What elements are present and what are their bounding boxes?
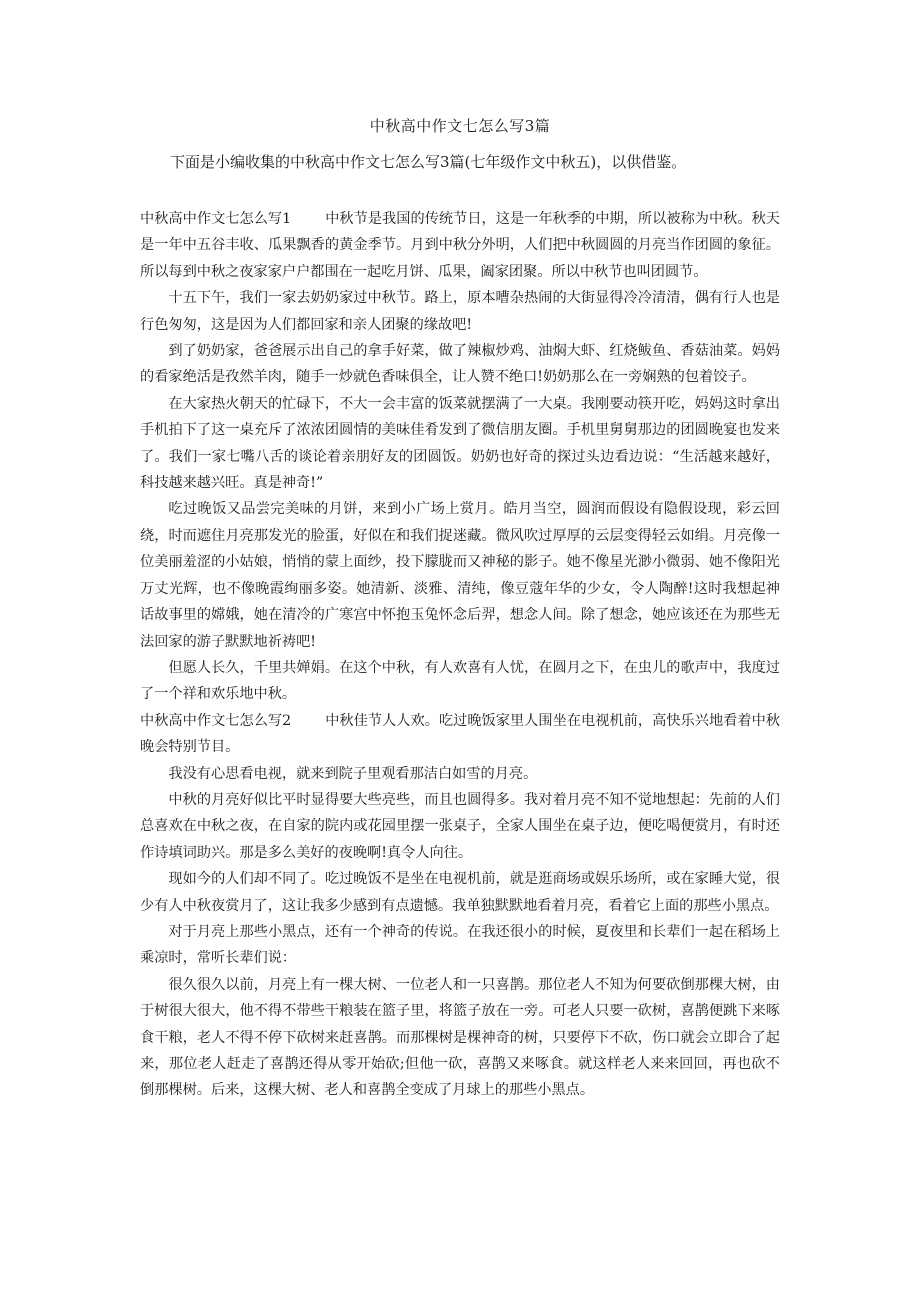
- section-2-opening: [140, 708, 780, 761]
- document-title: 中秋高中作文七怎么写3篇: [369, 117, 551, 135]
- paragraph: 到了奶奶家，爸爸展示出自己的拿手好菜，做了辣椒炒鸡、油焖大虾、红烧鲅鱼、香菇油菜。妈妈的看家绝活是孜然羊肉，随手一炒就色香味俱全，让人赞不绝口!奶奶那么在一旁娴熟的包着饺子。: [140, 343, 780, 386]
- section-1-heading: 中秋高中作文七怎么写1: [140, 211, 292, 227]
- paragraph: 吃过晚饭又品尝完美味的月饼，来到小广场上赏月。皓月当空，圆润而假设有隐假设现，彩云回绕，时而遮住月亮那发光的脸蛋，好似在和我们捉迷藏。微风吹过厚厚的云层变得轻云如绢。月亮像一位美丽羞涩的小姑娘，悄悄的蒙上面纱，投下朦胧而又神秘的影子。她不像星光渺小微弱、她不像阳光万丈光辉，也不像晚霞绚丽多姿。她清新、淡雅、清纯，像豆蔻年华的少女，令人陶醉!这时我想起神话故事里的嫦娥，她在清冷的广寒宫中怀抱玉兔怀念后羿，想念人间。除了想念，她应该还在为那些无法回家的游子默默地祈祷吧!: [140, 501, 780, 650]
- paragraph: 很久很久以前，月亮上有一棵大树、一位老人和一只喜鹊。那位老人不知为何要砍倒那棵大树，由于树很大很大，他不得不带些干粮装在篮子里，将篮子放在一旁。可老人只要一砍树，喜鹊便跳下来啄食干粮，老人不得不停下砍树来赶喜鹊。而那棵树是棵神奇的树，只要停下不砍，伤口就会立即合了起来，那位老人赶走了喜鹊还得从零开始砍;但他一砍，喜鹊又来啄食。就这样老人来来回回，再也砍不倒那棵树。后来，这棵大树、老人和喜鹊全变成了月球上的那些小黑点。: [140, 976, 780, 1099]
- article-body: [140, 206, 780, 1104]
- section-1-first-text: 中秋节是我国的传统节日，这是一年秋季的中期，所以被称为中秋。秋天是一年中五谷丰收、瓜果飘香的黄金季节。月到中秋分外明，人们把中秋圆圆的月亮当作团圆的象征。所以每到中秋之夜家家户户都围在一起吃月饼、瓜果，阖家团聚。所以中秋节也叫团圆节。: [140, 211, 780, 280]
- paragraph: 中秋的月亮好似比平时显得要大些亮些，而且也圆得多。我对着月亮不知不觉地想起：先前的人们总喜欢在中秋之夜，在自家的院内或花园里摆一张桌子，全家人围坐在桌子边，便吃喝便赏月，有时还作诗填词助兴。那是多么美好的夜晚啊!真令人向往。: [140, 791, 780, 861]
- section-2-first-text: 中秋佳节人人欢。吃过晚饭家里人围坐在电视机前，高快乐兴地看着中秋晚会特别节目。: [140, 712, 780, 756]
- document-intro: 下面是小编收集的中秋高中作文七怎么写3篇(七年级作文中秋五)，以供借鉴。: [170, 153, 687, 171]
- section-1-opening: [140, 206, 780, 285]
- paragraph: 现如今的人们却不同了。吃过晚饭不是坐在电视机前，就是逛商场或娱乐场所，或在家睡大觉，很少有人中秋夜赏月了，这让我多少感到有点遗憾。我单独默默地看着月亮，看着它上面的那些小黑点。: [140, 871, 780, 914]
- paragraph: 十五下午，我们一家去奶奶家过中秋节。路上，原本嘈杂热闹的大街显得冷冷清清，偶有行人也是行色匆匆，这是因为人们都回家和亲人团聚的缘故吧!: [140, 290, 780, 333]
- paragraph: 我没有心思看电视，就来到院子里观看那洁白如雪的月亮。: [168, 765, 538, 782]
- section-2-heading: 中秋高中作文七怎么写2: [140, 712, 292, 729]
- paragraph: 但愿人长久，千里共婵娟。在这个中秋，有人欢喜有人忧，在圆月之下，在虫儿的歌声中，我度过了一个祥和欢乐地中秋。: [140, 659, 780, 703]
- paragraph: 对于月亮上那些小黑点，还有一个神奇的传说。在我还很小的时候，夏夜里和长辈们一起在稻场上乘凉时，常听长辈们说：: [140, 923, 780, 967]
- paragraph: 在大家热火朝天的忙碌下，不大一会丰富的饭菜就摆满了一大桌。我刚要动筷开吃，妈妈这时拿出手机拍下了这一桌充斥了浓浓团圆情的美味佳肴发到了微信朋友圈。手机里舅舅那边的团圆晚宴也发来了。我们一家七嘴八舌的谈论着亲朋好友的团圆饭。奶奶也好奇的探过头边看边说：“生活越来越好，科技越来越兴旺。真是神奇!”: [140, 395, 780, 492]
